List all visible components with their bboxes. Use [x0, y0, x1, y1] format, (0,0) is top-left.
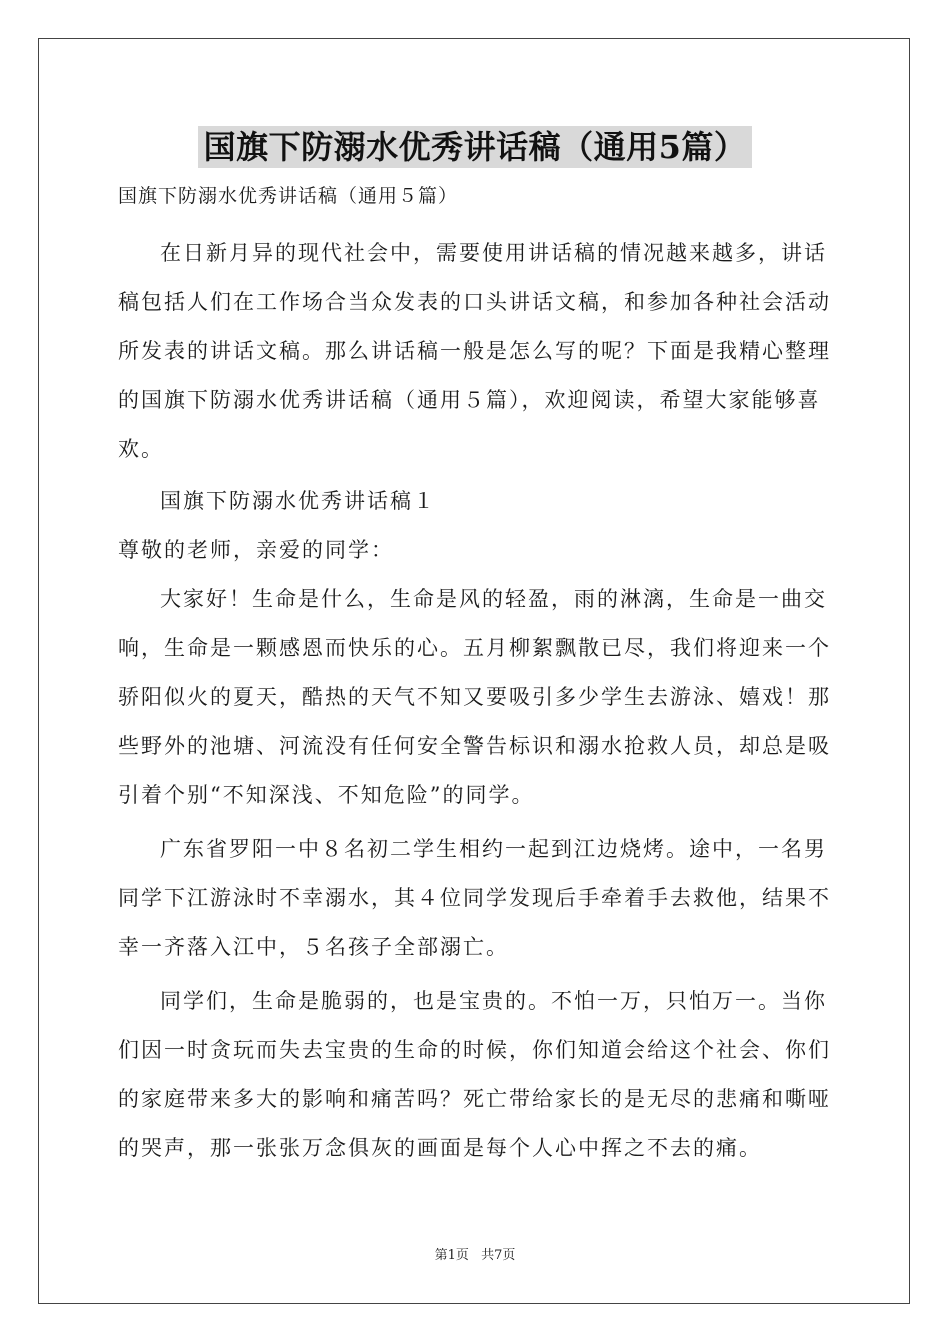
page-total: 共7页	[481, 1248, 516, 1263]
paragraph-body-1: 大家好！生命是什么，生命是风的轻盈，雨的淋漓，生命是一曲交响，生命是一颗感恩而快乐的心。五月柳絮飘散已尽，我们将迎来一个骄阳似火的夏天，酷热的天气不知又要吸引多少学生去游泳、嬉戏！那些野外的池塘、河流没有任何安全警告标识和溺水抢救人员，却总是吸引着个别“不知深浅、不知危险”的同学。	[118, 587, 831, 807]
title-container	[0, 126, 950, 168]
page-number: 第1页	[434, 1248, 469, 1263]
salutation: 尊敬的老师，亲爱的同学：	[118, 538, 394, 562]
paragraph-body-3: 同学们，生命是脆弱的，也是宝贵的。不怕一万，只怕万一。当你们因一时贪玩而失去宝贵的生命的时候，你们知道会给这个社会、你们的家庭带来多大的影响和痛苦吗？死亡带给家长的是无尽的悲痛和嘶哑的哭声，那一张张万念俱灰的画面是每个人心中挥之不去的痛。	[118, 989, 831, 1160]
paragraph-body-2: 广东省罗阳一中８名初二学生相约一起到江边烧烤。途中，一名男同学下江游泳时不幸溺水，其４位同学发现后手牵着手去救他，结果不幸一齐落入江中，５名孩子全部溺亡。	[118, 837, 831, 959]
document-title: 国旗下防溺水优秀讲话稿（通用5篇）	[198, 126, 753, 168]
paragraph-intro: 在日新月异的现代社会中，需要使用讲话稿的情况越来越多，讲话稿包括人们在工作场合当众发表的口头讲话文稿，和参加各种社会活动所发表的讲话文稿。那么讲话稿一般是怎么写的呢？下面是我精心整理的国旗下防溺水优秀讲话稿（通用５篇），欢迎阅读，希望大家能够喜欢。	[118, 241, 831, 461]
document-body	[118, 229, 834, 1173]
section-heading: 国旗下防溺水优秀讲话稿１	[160, 489, 436, 513]
page-footer	[0, 1246, 950, 1266]
document-subtitle: 国旗下防溺水优秀讲话稿（通用５篇）	[118, 185, 459, 207]
